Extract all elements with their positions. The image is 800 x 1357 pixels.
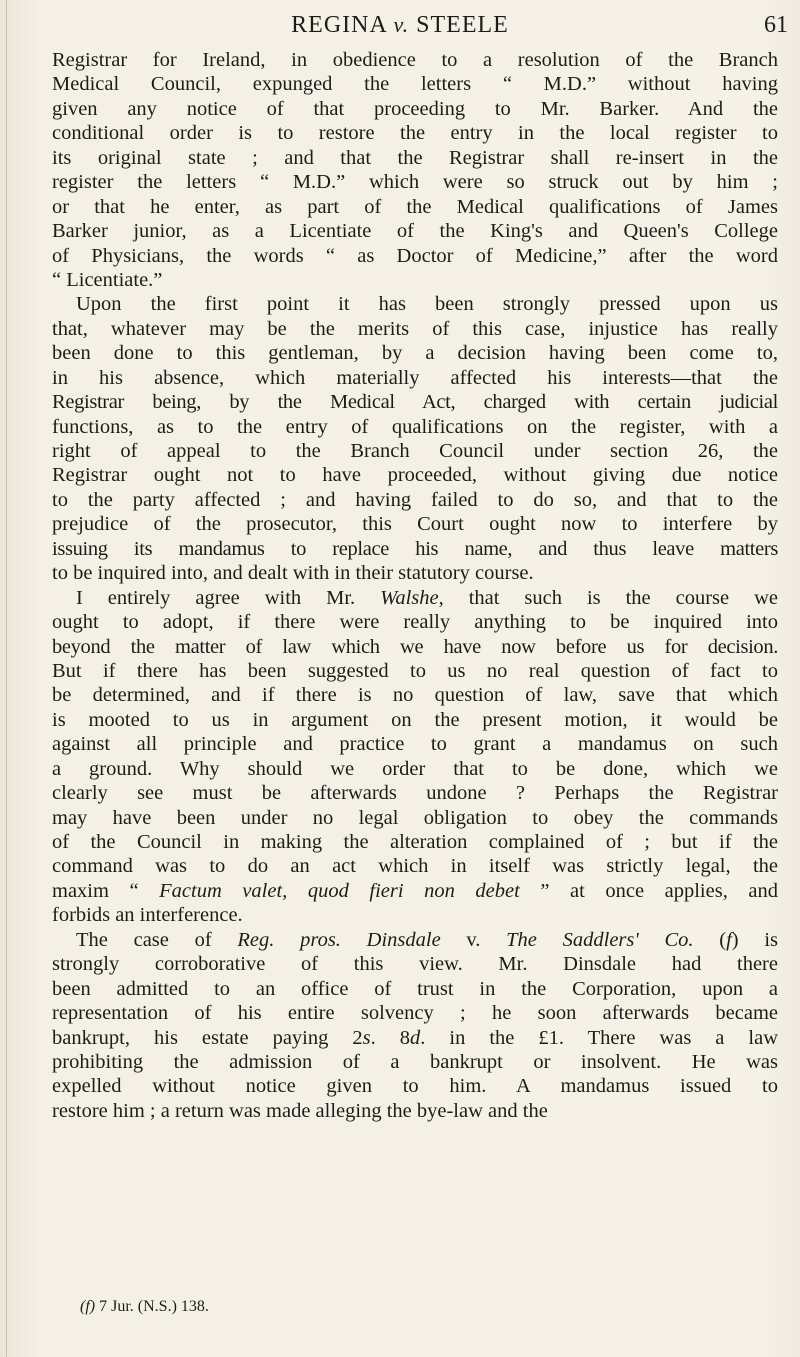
text-line: prohibiting the admission of a bankrupt or insolvent. He was — [52, 1050, 778, 1073]
text-line: given any notice of that proceeding to Mr. Barker. And the — [52, 97, 778, 120]
text-line: functions, as to the entry of qualifications on the register, with a — [52, 415, 778, 438]
text-line: representation of his entire solvency ; he soon afterwards became — [52, 1002, 778, 1025]
text-line: clearly see must be afterwards undone ? Perhaps the Registrar — [52, 782, 778, 805]
text-line: conditional order is to restore the entry in the local register to — [52, 122, 778, 145]
italic-run: s — [362, 1026, 371, 1049]
text-line: issuing its mandamus to replace his name, and thus leave matters — [52, 537, 778, 560]
text-line: Barker junior, as a Licentiate of the King's and Queen's College — [52, 220, 778, 243]
text-line: against all principle and practice to grant a mandamus on such — [52, 733, 778, 756]
text-line: Registrar ought not to have proceeded, without giving due notice — [52, 464, 778, 487]
footnote-text: 7 Jur. (N.S.) 138. — [99, 1298, 209, 1315]
text-line: is mooted to us in argument on the present motion, it would be — [52, 708, 778, 731]
text-line: Upon the first point it has been strongly pressed upon us — [76, 293, 778, 316]
text-line: prejudice of the prosecutor, this Court ought now to interfere by — [52, 513, 778, 536]
text-line: strongly corroborative of this view. Mr. Dinsdale had there — [52, 953, 778, 976]
text-line: Registrar for Ireland, in obedience to a resolution of the Branch — [52, 49, 778, 71]
text-line: of Physicians, the words “ as Doctor of Medicine,” after the word — [52, 244, 778, 267]
text-line: a ground. Why should we order that to be done, which we — [52, 757, 778, 780]
text-line: The case of Reg. pros. Dinsdale v. The Saddlers' Co. (f) is — [76, 928, 778, 951]
text-line: Registrar being, by the Medical Act, charged with certain judicial — [52, 391, 778, 414]
text-line: bankrupt, his estate paying 2s. 8d. in the £1. There was a law — [52, 1026, 778, 1049]
text-line: Medical Council, expunged the letters “ M.D.” without having — [52, 73, 778, 96]
running-head — [0, 10, 800, 40]
text-line: its original state ; and that the Registrar shall re-insert in the — [52, 146, 778, 169]
text-line: of the Council in making the alteration complained of ; but if the — [52, 831, 778, 853]
text-line: “ Licentiate.” — [52, 268, 163, 291]
body-text — [52, 48, 778, 1123]
text-line: beyond the matter of law which we have now before us for decision. — [52, 635, 778, 658]
text-line: or that he enter, as part of the Medical qualifications of James — [52, 195, 778, 218]
footnote — [52, 1296, 800, 1318]
text-line: ought to adopt, if there were really anything to be inquired into — [52, 611, 778, 634]
text-line: expelled without notice given to him. A mandamus issued to — [52, 1075, 778, 1098]
text-line: right of appeal to the Branch Council under section 26, the — [52, 440, 778, 462]
italic-run: Factum valet, quod fieri non debet — [159, 879, 520, 902]
text-line: been admitted to an office of trust in the Corporation, upon a — [52, 977, 778, 1000]
page-header — [0, 10, 800, 40]
text-line: I entirely agree with Mr. Walshe, that such is the course we — [76, 586, 778, 609]
italic-run: d — [410, 1026, 421, 1049]
text-line: may have been under no legal obligation to obey the commands — [52, 806, 778, 829]
text-line: forbids an interference. — [52, 904, 243, 927]
text-line: But if there has been suggested to us no real question of fact to — [52, 659, 778, 682]
text-line: to the party affected ; and having failed to do so, and that to the — [52, 488, 778, 511]
footnote-marker: (f) — [80, 1298, 96, 1315]
page-number: 61 — [764, 12, 788, 38]
page-gutter-edge — [6, 0, 7, 1357]
italic-run: f — [726, 928, 732, 951]
text-line: been done to this gentleman, by a decision having been come to, — [52, 342, 778, 365]
italic-run: Walshe — [380, 586, 439, 609]
italic-run: The Saddlers' Co. — [506, 928, 694, 951]
text-line: restore him ; a return was made alleging the bye-law and the — [52, 1099, 548, 1122]
text-line: that, whatever may be the merits of this case, injustice has really — [52, 317, 778, 340]
text-line: command was to do an act which in itself was strictly legal, the — [52, 855, 778, 878]
text-line: be determined, and if there is no question of law, save that which — [52, 684, 778, 707]
text-line: maxim “ Factum valet, quod fieri non debet ” at once applies, and — [52, 879, 778, 902]
italic-run: Reg. pros. Dinsdale — [237, 928, 441, 951]
text-line: in his absence, which materially affected his interests—that the — [52, 366, 778, 389]
text-line: register the letters “ M.D.” which were so struck out by him ; — [52, 171, 778, 194]
running-head-left: REGINA — [291, 12, 387, 38]
running-head-versus: v. — [393, 12, 410, 37]
text-line: to be inquired into, and dealt with in their statutory course. — [52, 562, 534, 585]
running-head-right: STEELE — [416, 12, 509, 38]
